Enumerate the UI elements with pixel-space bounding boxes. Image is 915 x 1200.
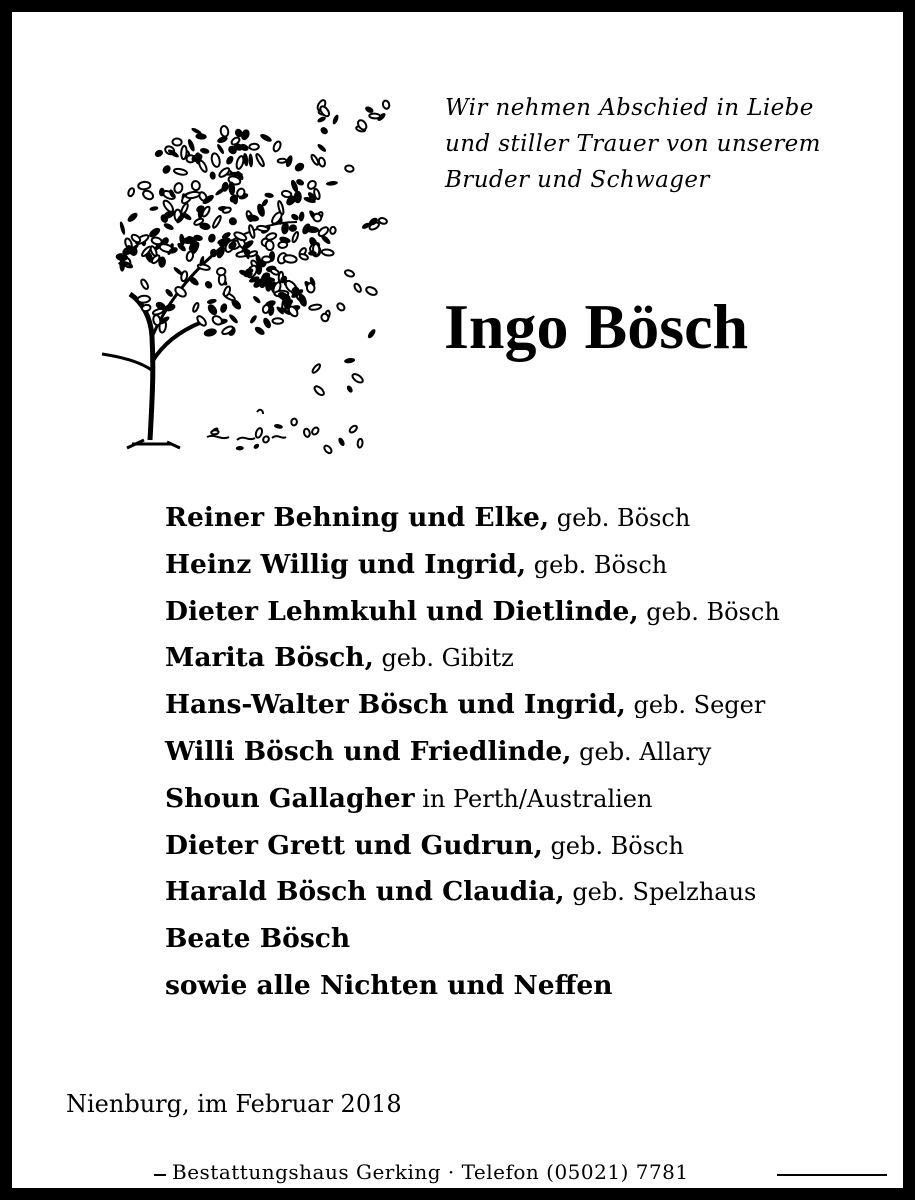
intro-line: und stiller Trauer von unserem xyxy=(445,131,821,157)
mourner-name: Heinz Willig und Ingrid, xyxy=(165,548,527,580)
mourners-list xyxy=(165,495,780,1010)
mourner-note: geb. Bösch xyxy=(646,597,780,626)
mourner-row xyxy=(165,776,780,823)
deceased-name: Ingo Bösch xyxy=(444,291,749,362)
mourner-note: geb. Gibitz xyxy=(381,644,514,673)
place-date: Nienburg, im Februar 2018 xyxy=(66,1090,402,1118)
mourner-row xyxy=(165,682,780,729)
intro-line: Wir nehmen Abschied in Liebe xyxy=(445,95,814,121)
intro-text xyxy=(445,90,885,198)
mourner-note: geb. Allary xyxy=(579,737,712,766)
intro-line: Bruder und Schwager xyxy=(445,167,710,193)
obituary-notice xyxy=(12,12,903,1188)
mourner-name: Beate Bösch xyxy=(165,923,351,955)
funeral-home-contact: Bestattungshaus Gerking · Telefon (05021) 7781 xyxy=(172,1160,689,1184)
windblown-tree-icon xyxy=(72,72,412,472)
mourner-row xyxy=(165,869,780,916)
mourner-name: Dieter Grett und Gudrun, xyxy=(165,829,543,861)
mourner-name: sowie alle Nichten und Neffen xyxy=(165,969,613,1001)
mourner-note: geb. Seger xyxy=(633,691,766,720)
mourner-name: Reiner Behning und Elke, xyxy=(165,502,550,533)
mourner-row xyxy=(165,542,780,589)
mourner-row xyxy=(165,823,780,870)
mourner-name: Shoun Gallagher xyxy=(165,782,415,814)
mourner-row xyxy=(165,635,780,682)
mourner-row xyxy=(165,589,780,636)
mourner-note: geb. Bösch xyxy=(556,504,691,532)
mourner-name: Harald Bösch und Claudia, xyxy=(165,876,565,908)
mourner-name: Willi Bösch und Friedlinde, xyxy=(165,735,572,767)
mourner-row xyxy=(165,916,780,963)
mourner-note: geb. Bösch xyxy=(550,831,684,860)
footer-rule-left xyxy=(154,1174,166,1176)
mourner-note: in Perth/Australien xyxy=(422,784,653,813)
mourner-row xyxy=(165,495,780,542)
mourner-note: geb. Bösch xyxy=(533,550,668,579)
mourner-name: Dieter Lehmkuhl und Dietlinde, xyxy=(165,595,639,627)
mourner-row xyxy=(165,729,780,776)
mourner-name: Hans-Walter Bösch und Ingrid, xyxy=(165,689,626,721)
mourner-name: Marita Bösch, xyxy=(165,642,374,674)
mourner-row xyxy=(165,963,780,1010)
footer-rule-right xyxy=(777,1174,887,1176)
mourner-note: geb. Spelzhaus xyxy=(572,878,757,907)
footer xyxy=(12,1160,903,1188)
